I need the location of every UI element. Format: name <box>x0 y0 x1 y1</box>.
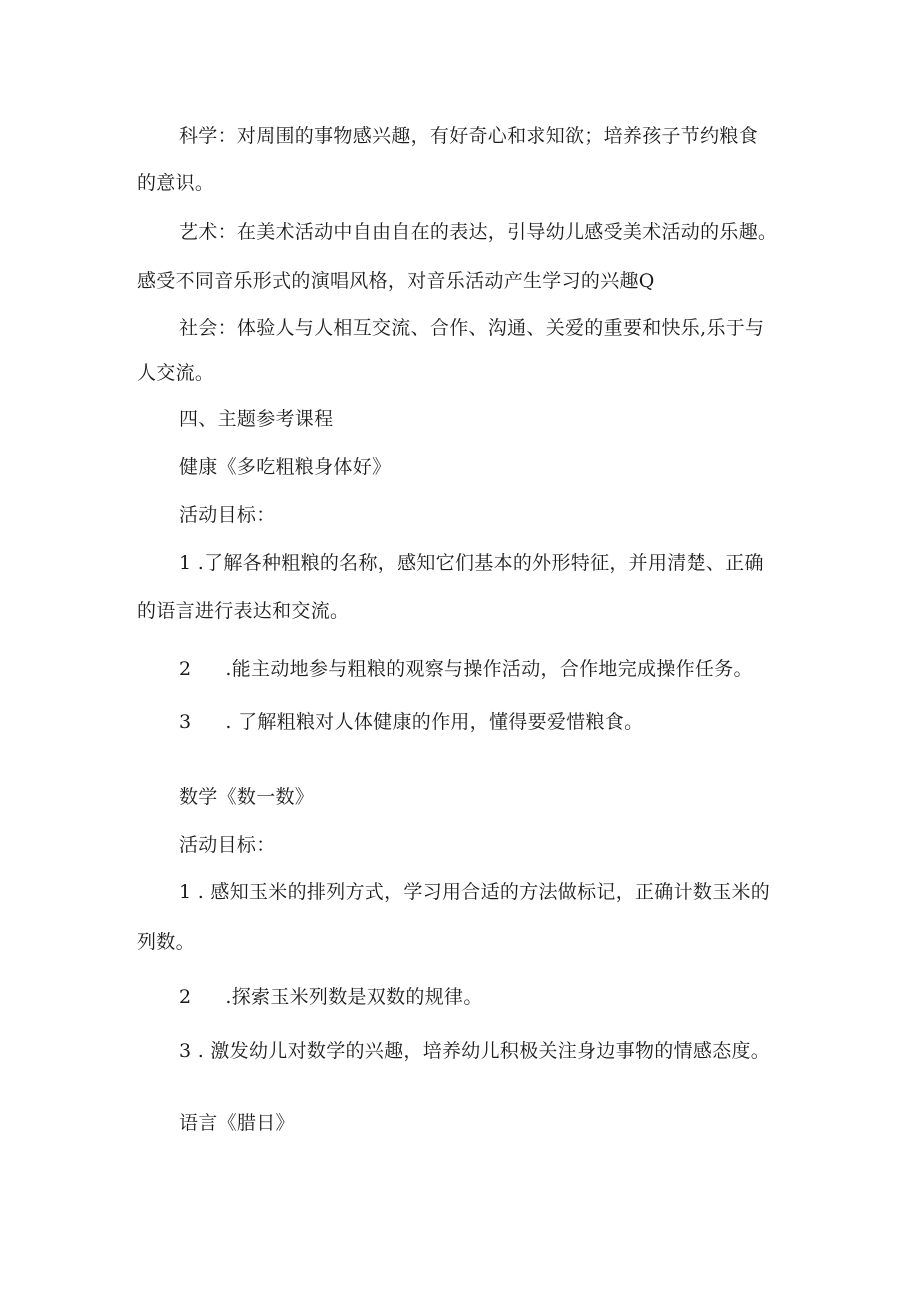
math-item-2 <box>179 985 483 1009</box>
math-item-1-line-1: 1 . 感知玉米的排列方式，学习用合适的方法做标记，正确计数玉米的 <box>179 881 771 903</box>
art-line-1: 艺术：在美术活动中自由自在的表达，引导幼儿感受美术活动的乐趣。 <box>179 221 778 243</box>
art-line-2: 感受不同音乐形式的演唱风格，对音乐活动产生学习的兴趣Q <box>137 270 655 292</box>
math-goals-label: 活动目标： <box>179 834 276 856</box>
health-item-2-number: 2 <box>179 658 192 680</box>
section-heading: 四、主题参考课程 <box>179 408 334 430</box>
social-line-1: 社会：体验人与人相互交流、合作、沟通、关爱的重要和快乐,乐于与 <box>179 317 765 339</box>
health-item-1-line-1: 1 .了解各种粗粮的名称，感知它们基本的外形特征，并用清楚、正确 <box>179 552 764 574</box>
health-item-3-text: . 了解粗粮对人体健康的作用，懂得要爱惜粮食。 <box>225 711 644 733</box>
science-line-2: 的意识。 <box>137 172 215 194</box>
math-item-2-number: 2 <box>179 986 192 1008</box>
health-item-1-line-2: 的语言进行表达和交流。 <box>137 600 350 622</box>
social-line-2: 人交流。 <box>137 362 215 384</box>
science-line-1: 科学：对周围的事物感兴趣，有好奇心和求知欲；培养孩子节约粮食 <box>179 125 759 147</box>
health-item-3 <box>179 710 643 734</box>
health-item-3-number: 3 <box>179 711 192 733</box>
math-item-2-text: .探索玉米列数是双数的规律。 <box>225 986 483 1008</box>
health-goals-label: 活动目标： <box>179 504 276 526</box>
math-title: 数学《数一数》 <box>179 786 315 808</box>
health-title: 健康《多吃粗粮身体好》 <box>179 456 392 478</box>
health-item-2-text: .能主动地参与粗粮的观察与操作活动，合作地完成操作任务。 <box>225 658 753 680</box>
language-title: 语言《腊日》 <box>179 1112 295 1134</box>
health-item-2 <box>179 657 753 681</box>
math-item-3: 3 . 激发幼儿对数学的兴趣，培养幼儿积极关注身边事物的情感态度。 <box>179 1040 771 1062</box>
math-item-1-line-2: 列数。 <box>137 931 195 953</box>
